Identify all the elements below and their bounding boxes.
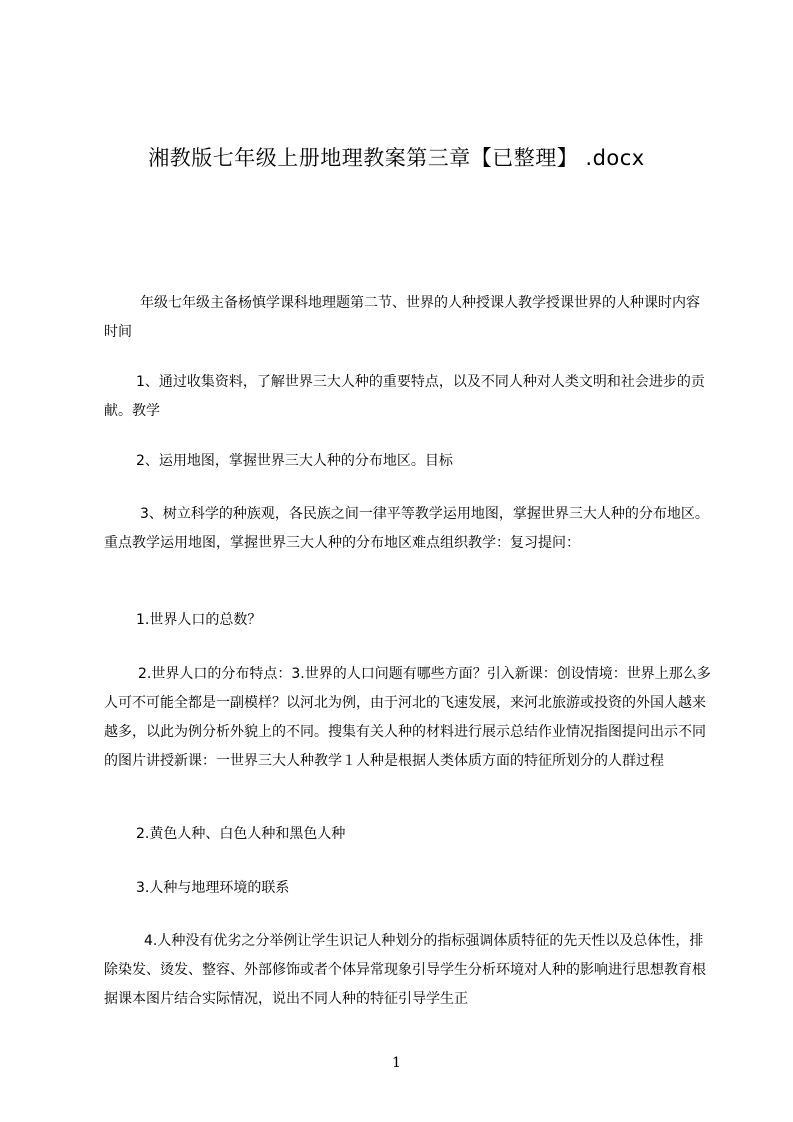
paragraph-question-2: 2.世界人口的分布特点：3.世界的人口问题有哪些方面？引入新课：创设情境：世界上那么多人可不可能全都是一副模样？以河北为例，由于河北的飞速发展，来河北旅游或投资的外国人越来越多，以此为例分析外貌上的不同。搜集有关人种的材料进行展示总结作业情况指图提问出示不同的图片讲授新课：一世界三大人种教学１人种是根据人类体质方面的特征所划分的人群过程	[104, 666, 711, 769]
paragraph-objective-3: 3、树立科学的种族观，各民族之间一律平等教学运用地图，掌握世界三大人种的分布地区。重点教学运用地图，掌握世界三大人种的分布地区难点组织教学：复习提问：	[104, 506, 709, 551]
paragraph-lesson-info: 年级七年级主备杨慎学课科地理题第二节、世界的人种授课人教学授课世界的人种课时内容时间	[104, 295, 700, 340]
paragraph-point-2: 2.黄色人种、白色人种和黑色人种	[136, 826, 346, 842]
page-number: 1	[392, 1055, 401, 1071]
paragraph-objective-1: 1、通过收集资料，了解世界三大人种的重要特点，以及不同人种对人类文明和社会进步的贡献。教学	[104, 374, 705, 419]
paragraph-objective-2: 2、运用地图，掌握世界三大人种的分布地区。目标	[136, 453, 453, 469]
paragraph-question-1: 1.世界人口的总数？	[136, 612, 262, 628]
document-title: 湘教版七年级上册地理教案第三章【已整理】 .docx	[148, 146, 645, 170]
paragraph-point-3: 3.人种与地理环境的联系	[136, 880, 290, 896]
paragraph-point-4: 4.人种没有优劣之分举例让学生识记人种划分的指标强调体质特征的先天性以及总体性，排除染发、烫发、整容、外部修饰或者个体异常现象引导学生分析环境对人种的影响进行思想教育根据课本图片结合实际情况，说出不同人种的特征引导学生正	[104, 933, 706, 1007]
